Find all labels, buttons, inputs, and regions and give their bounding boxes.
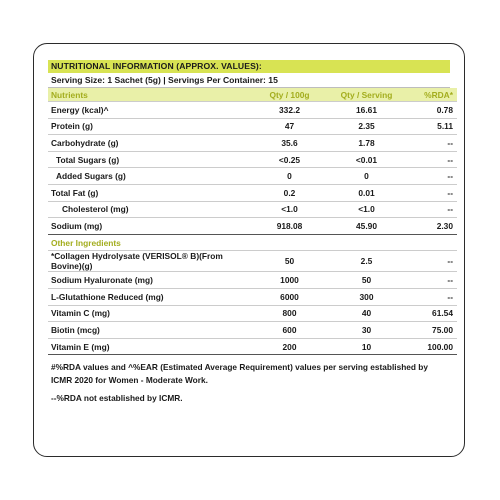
cell-name: Energy (kcal)^ <box>48 102 251 119</box>
cell-rda: -- <box>405 168 457 185</box>
header-rda: %RDA* <box>405 88 457 102</box>
table-row <box>48 288 457 305</box>
table-row <box>48 201 457 218</box>
cell-per100: 35.6 <box>251 135 328 152</box>
cell-name: Cholesterol (mg) <box>48 201 251 218</box>
cell-name: Biotin (mcg) <box>48 322 251 339</box>
cell-per100: 332.2 <box>251 102 328 119</box>
cell-rda: -- <box>405 184 457 201</box>
cell-rda: -- <box>405 201 457 218</box>
table-row <box>48 338 457 355</box>
table-row <box>48 305 457 322</box>
cell-name: Sodium (mg) <box>48 218 251 235</box>
cell-rda: -- <box>405 272 457 289</box>
table-row <box>48 322 457 339</box>
cell-perServing: 45.90 <box>328 218 405 235</box>
table-row <box>48 251 457 272</box>
serving-info: Serving Size: 1 Sachet (5g) | Servings Per Container: 15 <box>48 73 450 88</box>
cell-per100: 200 <box>251 338 328 355</box>
table-header-row <box>48 88 457 102</box>
cell-perServing: 50 <box>328 272 405 289</box>
cell-perServing: 1.78 <box>328 135 405 152</box>
cell-perServing: 10 <box>328 338 405 355</box>
cell-perServing: 0.01 <box>328 184 405 201</box>
nutrition-panel <box>48 60 453 405</box>
header-qty-100g: Qty / 100g <box>251 88 328 102</box>
cell-name: Protein (g) <box>48 118 251 135</box>
section-label: Other Ingredients <box>48 234 457 251</box>
cell-rda: -- <box>405 151 457 168</box>
footnotes <box>48 361 450 405</box>
cell-perServing: <1.0 <box>328 201 405 218</box>
cell-name: *Collagen Hydrolysate (VERISOL® B)(From Bovine)(g) <box>48 251 251 272</box>
cell-per100: 600 <box>251 322 328 339</box>
cell-name: Vitamin C (mg) <box>48 305 251 322</box>
section-row-other-ingredients <box>48 234 457 251</box>
panel-title: NUTRITIONAL INFORMATION (APPROX. VALUES): <box>48 60 450 73</box>
cell-rda: -- <box>405 251 457 272</box>
nutrition-table <box>48 88 457 355</box>
cell-per100: 800 <box>251 305 328 322</box>
header-qty-serving: Qty / Serving <box>328 88 405 102</box>
cell-rda: -- <box>405 288 457 305</box>
table-row <box>48 102 457 119</box>
cell-name: Total Fat (g) <box>48 184 251 201</box>
cell-per100: 6000 <box>251 288 328 305</box>
cell-per100: <0.25 <box>251 151 328 168</box>
cell-rda: 2.30 <box>405 218 457 235</box>
cell-name: Total Sugars (g) <box>48 151 251 168</box>
cell-name: Sodium Hyaluronate (mg) <box>48 272 251 289</box>
cell-perServing: 300 <box>328 288 405 305</box>
cell-rda: 61.54 <box>405 305 457 322</box>
cell-per100: 1000 <box>251 272 328 289</box>
cell-name: Vitamin E (mg) <box>48 338 251 355</box>
cell-name: Carbohydrate (g) <box>48 135 251 152</box>
cell-perServing: 40 <box>328 305 405 322</box>
footnote-ear: #%RDA values and ^%EAR (Estimated Average Requirement) values per serving established by ICMR 2020 for Women - Moderate Work. <box>51 362 428 386</box>
footnote-rda: --%RDA not established by ICMR. <box>51 393 183 404</box>
cell-per100: 0.2 <box>251 184 328 201</box>
header-nutrients: Nutrients <box>48 88 251 102</box>
cell-name: L-Glutathione Reduced (mg) <box>48 288 251 305</box>
cell-perServing: <0.01 <box>328 151 405 168</box>
cell-rda: 100.00 <box>405 338 457 355</box>
table-row <box>48 168 457 185</box>
cell-perServing: 16.61 <box>328 102 405 119</box>
table-row <box>48 135 457 152</box>
nutrition-label-card <box>33 43 465 457</box>
table-row <box>48 218 457 235</box>
cell-rda: -- <box>405 135 457 152</box>
table-row <box>48 151 457 168</box>
cell-rda: 0.78 <box>405 102 457 119</box>
cell-rda: 75.00 <box>405 322 457 339</box>
table-row <box>48 184 457 201</box>
cell-name: Added Sugars (g) <box>48 168 251 185</box>
cell-per100: 50 <box>251 251 328 272</box>
cell-rda: 5.11 <box>405 118 457 135</box>
cell-per100: 0 <box>251 168 328 185</box>
cell-per100: 918.08 <box>251 218 328 235</box>
table-row <box>48 272 457 289</box>
cell-perServing: 0 <box>328 168 405 185</box>
table-row <box>48 118 457 135</box>
cell-perServing: 2.35 <box>328 118 405 135</box>
cell-per100: <1.0 <box>251 201 328 218</box>
cell-perServing: 2.5 <box>328 251 405 272</box>
cell-per100: 47 <box>251 118 328 135</box>
cell-perServing: 30 <box>328 322 405 339</box>
